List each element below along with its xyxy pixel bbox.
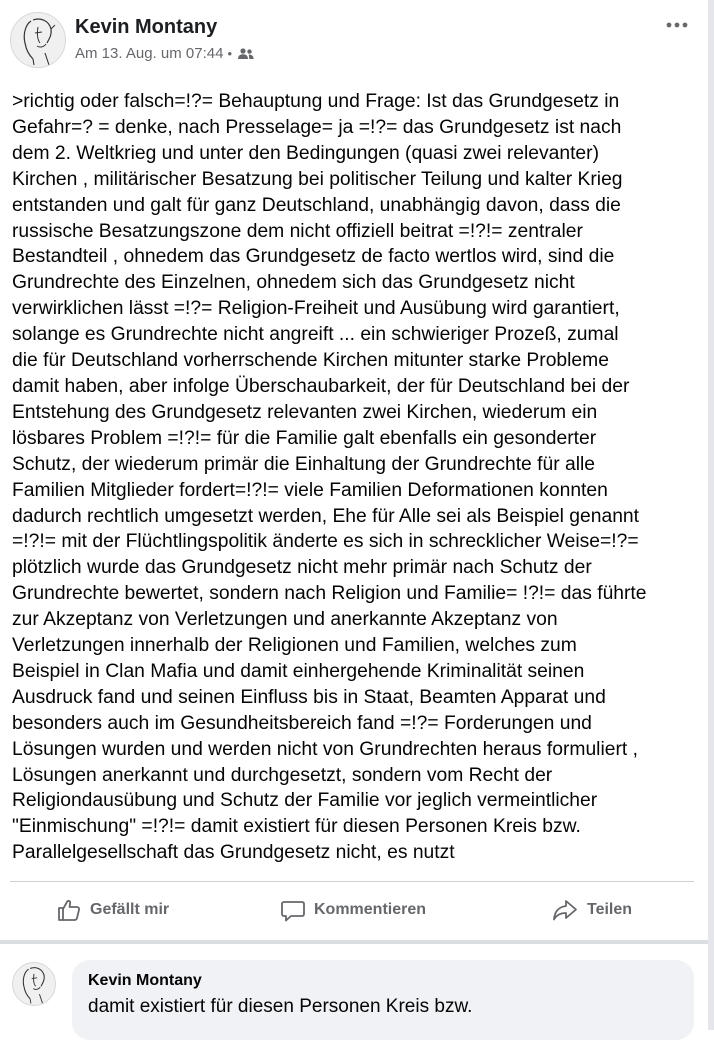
- post-body: [12, 89, 702, 866]
- post-body-line: Entstehung des Grundgesetz relevanten zwei Kirchen, wiederum ein: [12, 401, 598, 423]
- avatar[interactable]: [10, 12, 66, 68]
- comment-avatar[interactable]: [12, 962, 56, 1006]
- like-button[interactable]: [56, 884, 169, 936]
- post-body-line: Grundrechte bewertet, sondern nach Religion und Familie= !?!= das führte: [12, 583, 647, 605]
- post-body-line: besonders auch im Gesundheitsbereich fand =!?= Forderungen und: [12, 712, 592, 734]
- post-body-line: Ausdruck fand und seinen Einfluss bis in Staat, Beamten Apparat und: [12, 686, 606, 708]
- post-body-line: =!?!= mit der Flüchtlingspolitik änderte es sich in schrecklicher Weise=!?=: [12, 531, 639, 553]
- post-body-line: die für Deutschland vorherrschende Kirchen mitunter starke Probleme: [12, 350, 609, 372]
- post-body-line: Grundrechte des Einzelnen, ohnedem sich das Grundgesetz nicht: [12, 272, 575, 294]
- thumbs-up-icon: [56, 897, 82, 923]
- more-dots-icon: [666, 22, 688, 28]
- post-body-line: Schutz, der wiederum primär die Einhaltung der Grundrechte für alle: [12, 453, 596, 475]
- friends-icon[interactable]: [237, 47, 255, 61]
- scrollbar-track[interactable]: [708, 0, 714, 1030]
- like-button-label: Gefällt mir: [90, 901, 170, 918]
- share-button-label: Teilen: [587, 901, 633, 918]
- post-body-line: lösbares Problem =!?!= für die Familie galt ebenfalls ein gesonderter: [12, 427, 597, 449]
- post-actions: [10, 884, 694, 936]
- share-arrow-icon: [551, 897, 579, 923]
- post-body-line: zur Akzeptanz von Verletzungen und anerkannte Akzeptanz von: [12, 609, 558, 631]
- more-options-button[interactable]: [662, 14, 692, 36]
- post-body-line: solange es Grundrechte nicht angreift ... ein schwieriger Prozeß, zumal: [12, 324, 619, 346]
- post-body-line: dadurch rechtlich umgesetzt werden, Ehe für Alle sei als Beispiel genannt: [12, 505, 639, 527]
- avatar-sketch-icon: [13, 963, 55, 1005]
- post-body-line: "Einmischung" =!?!= damit existiert für diesen Personen Kreis bzw.: [12, 816, 581, 838]
- comment-button[interactable]: [280, 884, 426, 936]
- post-header: [10, 12, 700, 72]
- post-meta: [75, 45, 255, 62]
- comment-author-name[interactable]: Kevin Montany: [88, 972, 202, 989]
- avatar-sketch-icon: [11, 13, 65, 67]
- post-body-line: >richtig oder falsch=!?= Behauptung und Frage: Ist das Grundgesetz in: [12, 91, 620, 112]
- post-body-line: verwirklichen lässt =!?= Religion-Freiheit und Ausübung wird garantiert,: [12, 298, 620, 320]
- post-body-line: Kirchen , militärischer Besatzung bei politischer Teilung und kalter Krieg: [12, 168, 623, 190]
- post-body-line: Gefahr=? = denke, nach Presselage= ja =!?= das Grundgesetz ist nach: [12, 116, 622, 138]
- post-timestamp[interactable]: Am 13. Aug. um 07:44: [75, 45, 224, 62]
- comment-button-label: Kommentieren: [314, 901, 427, 918]
- post-body-line: damit haben, aber infolge Überschaubarkeit, der für Deutschland bei der: [12, 375, 630, 397]
- share-button[interactable]: [551, 884, 632, 936]
- comment-bubble-icon: [280, 897, 306, 923]
- section-divider: [0, 940, 708, 944]
- post-body-line: Familien Mitglieder fordert=!?!= viele Familien Deformationen konnten: [12, 479, 608, 501]
- post-body-line: Bestandteil , ohnedem das Grundgesetz de facto wertlos wird, sind die: [12, 246, 615, 268]
- post-body-line: Lösungen anerkannt und durchgesetzt, sondern vom Recht der: [12, 764, 553, 786]
- comment-item: [12, 960, 702, 1030]
- post-body-line: Religiondausübung und Schutz der Familie vor jeglich vermeintlicher: [12, 790, 598, 812]
- post-body-line: russische Besatzungszone dem nicht offiziell beitrat =!?!= zentraler: [12, 220, 583, 242]
- post-body-line: entstanden und galt für ganz Deutschland, unabhängig davon, dass die: [12, 194, 621, 216]
- post-body-line: Verletzungen innerhalb der Religionen und Familien, welches zum: [12, 635, 577, 657]
- post-body-line: plötzlich wurde das Grundgesetz nicht mehr primär nach Schutz der: [12, 557, 592, 579]
- comment-bubble[interactable]: [72, 960, 694, 1040]
- post-body-line: Parallelgesellschaft das Grundgesetz nicht, es nutzt: [12, 842, 455, 864]
- comment-text: damit existiert für diesen Personen Kreis bzw.: [88, 996, 473, 1017]
- action-divider: [10, 881, 694, 882]
- post-body-line: Lösungen wurden und werden nicht von Grundrechten heraus formuliert ,: [12, 738, 638, 760]
- meta-separator: •: [227, 46, 232, 61]
- post-body-line: dem 2. Weltkrieg und unter den Bedingungen (quasi zwei relevanter): [12, 142, 599, 164]
- post-author-name[interactable]: Kevin Montany: [75, 16, 218, 38]
- post-body-line: Beispiel in Clan Mafia und damit einhergehende Kriminalität seinen: [12, 660, 585, 682]
